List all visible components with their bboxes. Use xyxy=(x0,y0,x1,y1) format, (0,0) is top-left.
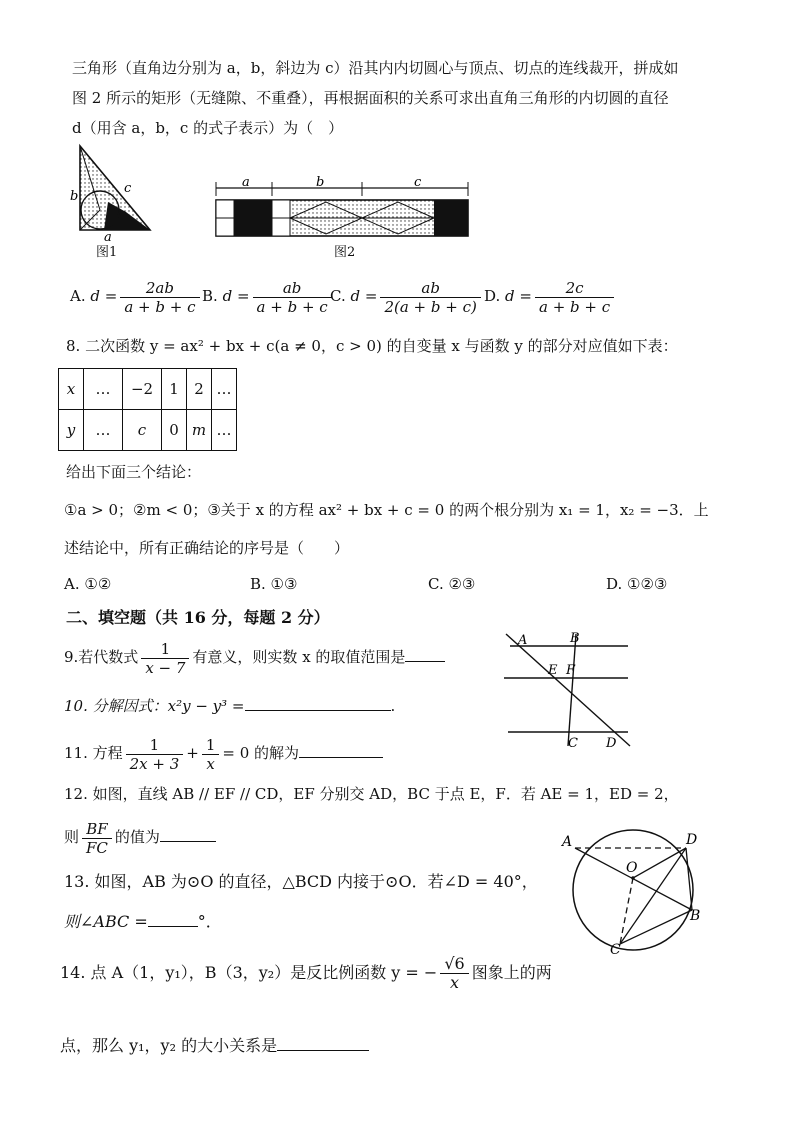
q7-option-b: B. d = $\frac{ab}{a + b + c}$ xyxy=(202,276,335,316)
section-2-heading: 二、填空题（共 16 分，每题 2 分） xyxy=(66,608,330,627)
q8-conclusions-2: 述结论中，所有正确结论的序号是（ ） xyxy=(64,539,350,557)
table-row: x … −2 1 2 … xyxy=(59,369,237,410)
q8-stem: 8. 二次函数 y = ax² + bx + c(a ≠ 0，c > 0) 的自变量 x 与函数 y 的部分对应值如下表： xyxy=(66,337,678,355)
fig12-label-f: F xyxy=(566,663,576,678)
fig12-label-d: D xyxy=(606,736,617,751)
q7-line2: 图 2 所示的矩形（无缝隙、不重叠），再根据面积的关系可求出直角三角形的内切圆的直径 xyxy=(72,89,669,107)
q13-line1: 13. 如图，AB 为⊙O 的直径，△BCD 内接于⊙O．若∠D = 40°， xyxy=(64,872,538,891)
table-row: y … c 0 m … xyxy=(59,410,237,451)
q7-option-a: A. d = $\frac{2ab}{a + b + c}$ xyxy=(70,276,203,316)
q7-line1: 三角形（直角边分别为 a，b，斜边为 c）沿其内内切圆心与顶点、切点的连线裁开，拼成如 xyxy=(72,59,679,77)
q8-option-a: A. ①② xyxy=(64,575,112,593)
fig13-label-b: B xyxy=(690,908,701,924)
figure-2-rectangle xyxy=(212,176,474,240)
fig12-label-a: A xyxy=(518,633,528,648)
q10-answer-blank xyxy=(245,694,391,711)
q13-answer-blank xyxy=(148,910,198,927)
fig12-label-e: E xyxy=(548,663,558,678)
q8-option-b: B. ①③ xyxy=(250,575,298,593)
q8-conclusions: ①a > 0；②m < 0；③关于 x 的方程 ax² + bx + c = 0 的两个根分别为 x₁ = 1，x₂ = −3．上 xyxy=(64,501,709,519)
fig1-label-c: c xyxy=(124,181,132,196)
q14-answer-blank xyxy=(277,1034,369,1051)
q8-option-d: D. ①②③ xyxy=(606,575,668,593)
fig13-label-o: O xyxy=(626,860,638,876)
q12-line2: 则 $\frac{BF}{FC}$ 的值为 xyxy=(64,814,216,860)
q14-line2: 点，那么 y₁，y₂ 的大小关系是 xyxy=(60,1034,369,1056)
q7-option-c: C. d = $\frac{ab}{2(a + b + c)}$ xyxy=(330,276,484,316)
fig2-label-b: b xyxy=(316,176,325,190)
q9-answer-blank xyxy=(405,645,445,662)
q9: 9.若代数式 $\frac{1}{x - 7}$ 有意义，则实数 x 的取值范围是 xyxy=(64,634,445,680)
q7-option-d: D. d = $\frac{2c}{a + b + c}$ xyxy=(484,276,617,316)
fig13-label-c: C xyxy=(610,942,621,958)
fig12-label-b: B xyxy=(570,631,580,646)
fig2-caption: 图2 xyxy=(334,245,356,260)
figure-parallel-lines xyxy=(492,626,642,754)
q8-intro: 给出下面三个结论： xyxy=(66,463,202,481)
fig1-caption: 图1 xyxy=(96,245,118,260)
fig2-label-c: c xyxy=(414,176,422,190)
q8-value-table xyxy=(58,368,237,451)
q14-line1: 14. 点 A（1，y₁），B（3，y₂）是反比例函数 y = − $\frac{√6}{x}$ 图象上的两 xyxy=(60,954,552,992)
q13-line2: 则∠ABC = °． xyxy=(64,912,222,931)
q11-answer-blank xyxy=(299,741,383,758)
fig13-label-a: A xyxy=(562,834,573,850)
q8-option-c: C. ②③ xyxy=(428,575,476,593)
figure-1-triangle xyxy=(68,142,158,242)
q12-line1: 12. 如图，直线 AB // EF // CD，EF 分别交 AD，BC 于点 E，F．若 AE = 1，ED = 2， xyxy=(64,785,679,803)
fig2-label-a: a xyxy=(242,176,250,190)
fig1-label-b: b xyxy=(70,189,79,204)
fig1-label-a: a xyxy=(104,230,112,242)
q11: 11. 方程 $\frac{1}{2x + 3}$ + $\frac{1}{x}$ = 0 的解为 xyxy=(64,730,383,776)
figure-circle xyxy=(560,826,706,958)
fig13-label-d: D xyxy=(686,832,698,848)
q7-line3: d（用含 a，b，c 的式子表示）为（ ） xyxy=(72,119,344,137)
q12-answer-blank xyxy=(160,825,216,842)
q10: 10. 分解因式：x²y − y³ = . xyxy=(64,694,395,716)
fig12-label-c: C xyxy=(568,736,578,751)
